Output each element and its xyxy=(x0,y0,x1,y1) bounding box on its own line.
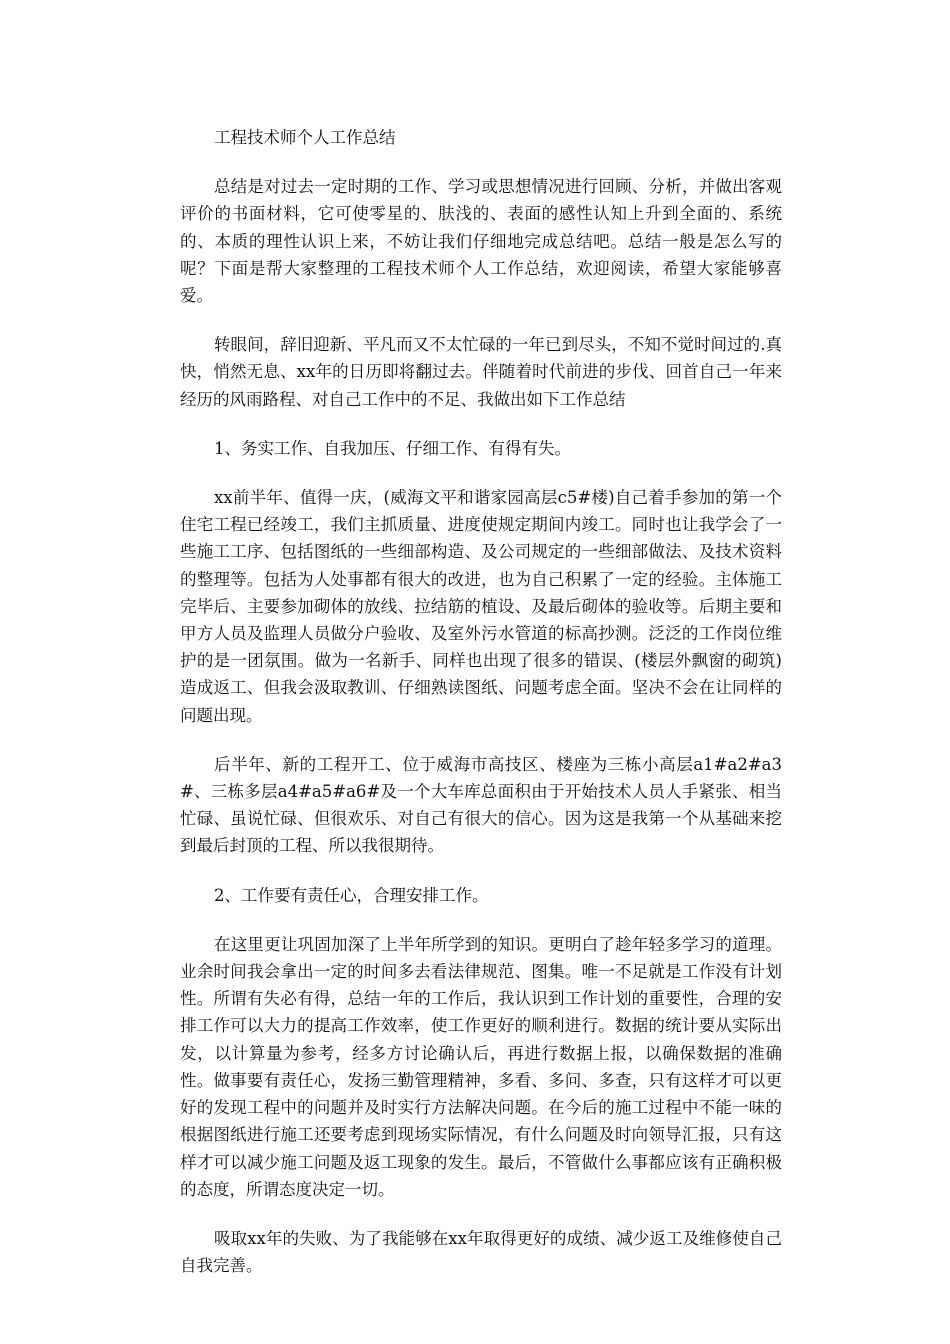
first-half-paragraph: xx前半年、值得一庆，(威海文平和谐家园高层c5#楼)自己着手参加的第一个住宅工程已经竣工，我们主抓质量、进度使规定期间内竣工。同时也让我学会了一些施工工序、包括图纸的一些细部构造、及公司规定的一些细部做法、及技术资料的整理等。包括为人处事都有很大的改进，也为自己积累了一定的经验。主体施工完毕后、主要参加砌体的放线、拉结筋的植设、及最后砌体的验收等。后期主要和甲方人员及监理人员做分户验收、及室外污水管道的标高抄测。泛泛的工作岗位维护的是一团氛围。做为一名新手、同样也出现了很多的错误、(楼层外飘窗的砌筑)造成返工、但我会汲取教训、仔细熟读图纸、问题考虑全面。坚决不会在让同样的问题出现。 xyxy=(180,488,782,725)
opening-paragraph: 转眼间，辞旧迎新、平凡而又不太忙碌的一年已到尽头，不知不觉时间过的.真快，悄然无息、xx年的日历即将翻过去。伴随着时代前进的步伐、回首自己一年来经历的风雨路程、对自己工作中的不足、我做出如下工作总结 xyxy=(180,335,782,409)
section-heading-1: 1、务实工作、自我加压、仔细工作、有得有失。 xyxy=(214,438,571,458)
section-heading-2: 2、工作要有责任心，合理安排工作。 xyxy=(214,885,489,905)
second-half-paragraph: 后半年、新的工程开工、位于威海市高技区、楼座为三栋小高层a1#a2#a3#、三栋多层a4#a5#a6#及一个大车库总面积由于开始技术人员人手紧张、相当忙碌、虽说忙碌、但很欢乐、对自己有很大的信心。因为这是我第一个从基础来挖到最后封顶的工程、所以我很期待。 xyxy=(180,754,782,856)
document-body xyxy=(180,124,782,1301)
closing-paragraph: 吸取xx年的失败、为了我能够在xx年取得更好的成绩、减少返工及维修使自己自我完善。 xyxy=(180,1228,782,1276)
document-title: 工程技术师个人工作总结 xyxy=(214,128,396,147)
intro-paragraph: 总结是对过去一定时期的工作、学习或思想情况进行回顾、分析，并做出客观评价的书面材料，它可使零星的、肤浅的、表面的感性认知上升到全面的、系统的、本质的理性认识上来，不妨让我们仔细地完成总结吧。总结一般是怎么写的呢？下面是帮大家整理的工程技术师个人工作总结，欢迎阅读，希望大家能够喜爱。 xyxy=(180,177,782,306)
responsibility-paragraph: 在这里更让巩固加深了上半年所学到的知识。更明白了趁年轻多学习的道理。业余时间我会拿出一定的时间多去看法律规范、图集。唯一不足就是工作没有计划性。所谓有失必有得，总结一年的工作后，我认识到工作计划的重要性，合理的安排工作可以大力的提高工作效率，使工作更好的顺利进行。数据的统计要从实际出发，以计算量为参考，经多方讨论确认后，再进行数据上报，以确保数据的准确性。做事要有责任心，发扬三勤管理精神，多看、多问、多查，只有这样才可以更好的发现工程中的问题并及时实行方法解决问题。在今后的施工过程中不能一味的根据图纸进行施工还要考虑到现场实际情况，有什么问题及时向领导汇报，只有这样才可以减少施工问题及返工现象的发生。最后，不管做什么事都应该有正确积极的态度，所谓态度决定一切。 xyxy=(180,934,782,1199)
